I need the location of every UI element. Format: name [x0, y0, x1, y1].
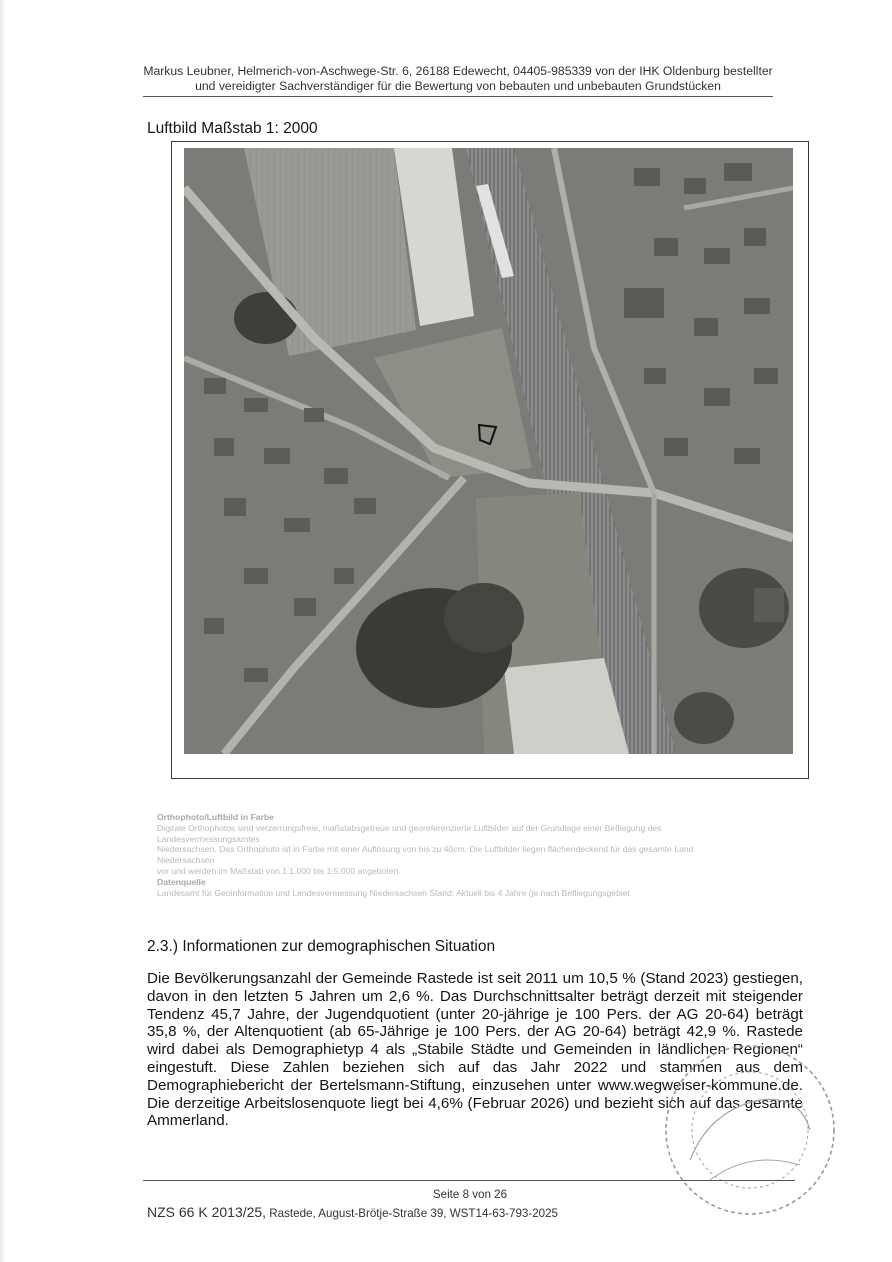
page-header [140, 64, 776, 94]
caption-line: Niedersachsen. Das Orthophoto ist in Farbe mit einer Auflösung von bis zu 40cm. Die Luftbilder liegen flächendeckend für das gesamte Land [157, 844, 694, 855]
tree-cluster-5 [674, 692, 734, 744]
caption-heading-source: Datenquelle [157, 876, 206, 887]
official-seal-stamp [650, 1040, 850, 1220]
photo-caption [157, 812, 807, 898]
aerial-photo-frame [171, 141, 809, 779]
page-number: Seite 8 von 26 [432, 1188, 508, 1201]
caption-line: Digitale Orthophotos sind verzerrungsfreie, maßstabsgetreue und georeferenzierte Luftbilder auf der Grundlage einer Befliegung des [157, 822, 662, 833]
caption-line: Niedersachsen [157, 855, 215, 866]
header-divider [143, 96, 773, 97]
tree-cluster-2 [444, 583, 524, 653]
scan-edge [0, 0, 6, 1262]
demographics-paragraph: Die Bevölkerungsanzahl der Gemeinde Rastede ist seit 2011 um 10,5 % (Stand 2023) gestiegen, davon in den letzten 5 Jahren um 2,6 %. Das Durchschnittsalter beträgt derzeit mit steigender Tendenz 45,7 Jahre, der Jugendquotient (unter 20-jährige je 100 Pers. der AG 20-64) beträgt 35,8 %, der Altenquotient (ab 65-Jährige je 100 Pers. der AG 20-64) beträgt 42,9 %. Rastede wird dabei als Demographietyp 4 als „Stabile Städte und Gemeinden in ländlichen Regionen“ eingestuft. Diese Zahlen beziehen sich auf das Jahr 2022 und stammen aus dem Demographiebericht der Bertelsmann-Stiftung, einzusehen unter www.wegweiser-kommune.de. Die derzeitige Arbeitslosenquote liegt bei 4,6% (Februar 2026) und bezieht sich auf das gesamte Ammerland. [147, 970, 803, 1130]
aerial-photo [184, 148, 793, 754]
tree-cluster-3 [234, 292, 298, 344]
caption-line: Landesamt für Geoinformation und Landesvermessung Niedersachsen Stand: Aktuell bis 4 Jahre (je nach Befliegungsgebiet [157, 887, 630, 898]
caption-line: vor und werden im Maßstab von 1:1.000 bis 1:5.000 angeboten. [157, 865, 401, 876]
caption-heading-orthophoto: Orthophoto/Luftbild in Farbe [157, 812, 274, 822]
footer-reference [147, 1204, 558, 1220]
section-title: 2.3.) Informationen zur demographischen Situation [147, 938, 496, 955]
header-line-1: Markus Leubner, Helmerich-von-Aschwege-Str. 6, 26188 Edewecht, 04405-985339 von der IHK Oldenburg bestellter [143, 64, 773, 78]
map-title: Luftbild Maßstab 1: 2000 [147, 120, 318, 137]
header-line-2: und vereidigter Sachverständiger für die Bewertung von bebauten und unbebauten Grundstücken [195, 79, 721, 93]
caption-line: Landesvermessungsamtes [157, 833, 260, 844]
file-number: NZS 66 K 2013/25, [147, 1204, 267, 1220]
footer-divider [143, 1180, 795, 1181]
property-reference: Rastede, August-Brötje-Straße 39, WST14-63-793-2025 [266, 1207, 559, 1220]
